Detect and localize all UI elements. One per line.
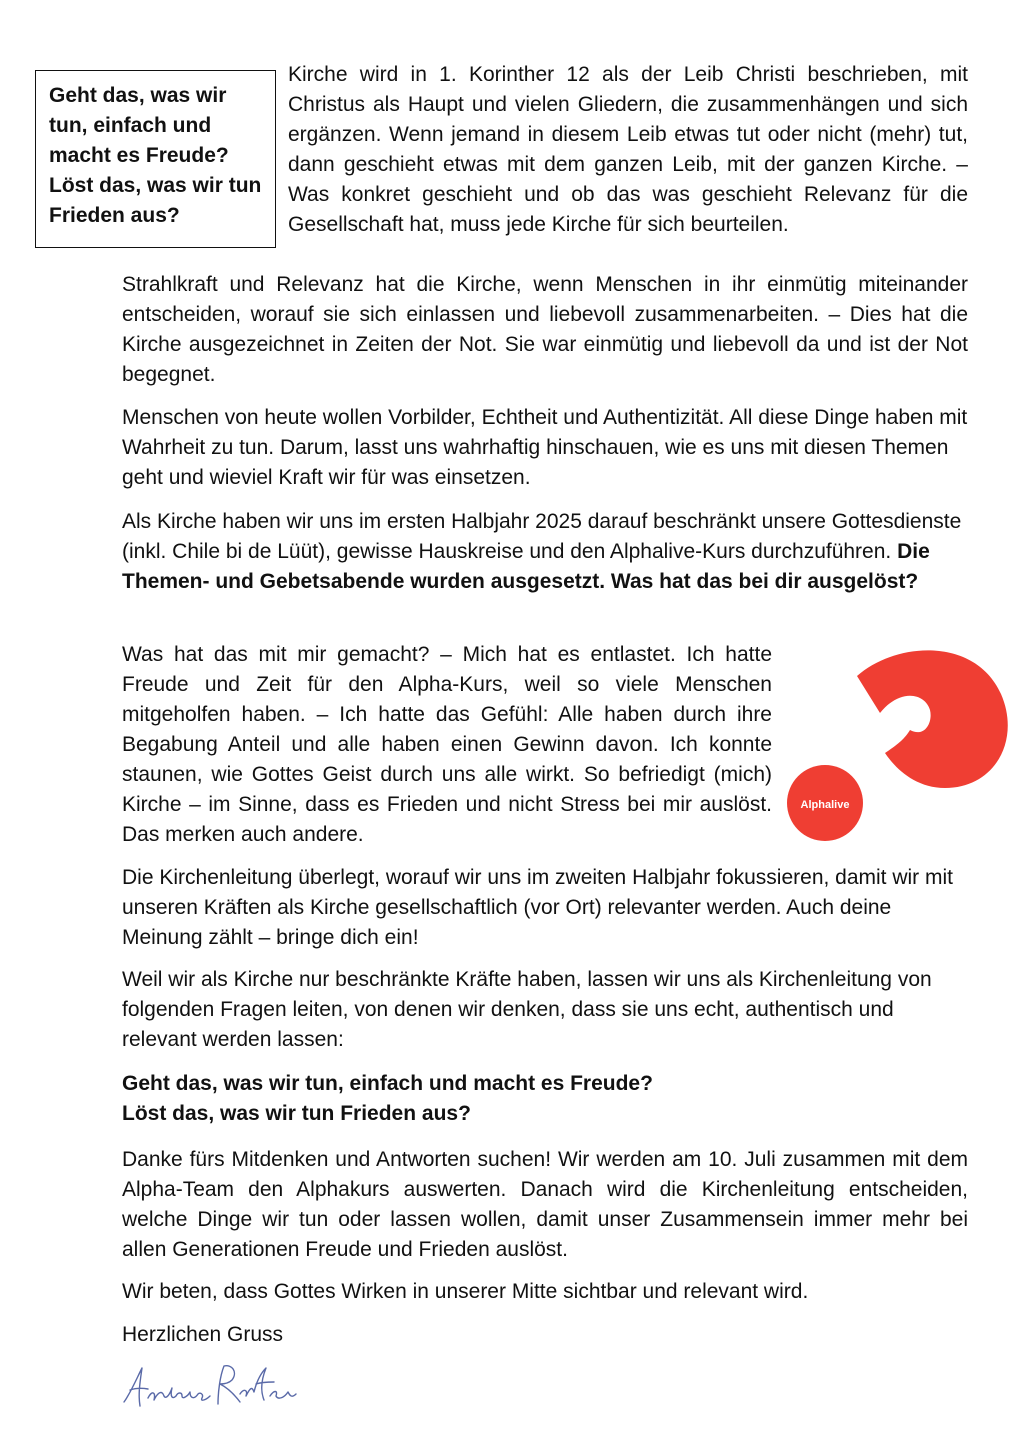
sidebar-quote-box xyxy=(35,70,276,248)
halbjahr-text: Als Kirche haben wir uns im ersten Halbjahr 2025 darauf beschränkt unsere Gottesdienste (inkl. Chile bi de Lüüt), gewisse Hauskreise und den Alphalive-Kurs durchzuführen. xyxy=(122,510,962,563)
question-two: Löst das, was wir tun Frieden aus? xyxy=(122,1102,471,1125)
closing-greeting: Herzlichen Gruss xyxy=(122,1323,284,1346)
paragraph-gemacht: Was hat das mit mir gemacht? – Mich hat es entlastet. Ich hatte Freude und Zeit für den Alpha-Kurs, weil so viele Menschen mitgeholfen haben. – Ich hatte das Gefühl: Alle haben durch ihre Begabung Anteil und alle haben einen Gewinn davon. Ich konnte staunen, wie Gottes Geist durch uns alle wirkt. So befriedigt (mich) Kirche – im Sinne, dass es Frieden und nicht Stress bei mir auslöst. Das merken auch andere. xyxy=(122,643,772,846)
paragraph-questions xyxy=(122,1069,968,1129)
logo-label: Alphalive xyxy=(800,799,850,811)
signature xyxy=(118,1358,298,1418)
sidebar-quote-text: Geht das, was wir tun, einfach und macht es Freude? Löst das, was wir tun Frieden aus? xyxy=(49,84,262,227)
signature-icon xyxy=(118,1358,298,1418)
paragraph-halbjahr xyxy=(122,507,968,597)
alphalive-logo xyxy=(785,638,1010,843)
halbjahr-bold-text: Die Themen- und Gebetsabende wurden ausgesetzt. Was hat das bei dir ausgelöst? xyxy=(122,540,930,593)
paragraph-intro: Kirche wird in 1. Korinther 12 als der Leib Christi beschrieben, mit Christus als Haupt und vielen Gliedern, die zusammenhängen und sich ergänzen. Wenn jemand in diesem Leib etwas tut oder nicht (mehr) tut, dann geschieht etwas mit dem ganzen Leib, mit der ganzen Kirche. – Was konkret geschieht und ob das was geschieht Relevanz für die Gesellschaft hat, muss jede Kirche für sich beurteilen. xyxy=(288,63,968,236)
paragraph-kirchenleitung: Die Kirchenleitung überlegt, worauf wir uns im zweiten Halbjahr fokussieren, damit wir mit unseren Kräften als Kirche gesellschaftlich (vor Ort) relevanter werden. Auch deine Meinung zählt – bringe dich ein! xyxy=(122,866,954,949)
logo-curve xyxy=(857,650,1008,788)
paragraph-beten: Wir beten, dass Gottes Wirken in unserer Mitte sichtbar und relevant wird. xyxy=(122,1280,809,1303)
paragraph-strahlkraft: Strahlkraft und Relevanz hat die Kirche, wenn Menschen in ihr einmütig miteinander entscheiden, worauf sie sich einlassen und liebevoll zusammenarbeiten. – Dies hat die Kirche ausgezeichnet in Zeiten der Not. Sie war einmütig und liebevoll da und ist der Not begegnet. xyxy=(122,273,968,386)
paragraph-kraefte: Weil wir als Kirche nur beschränkte Kräfte haben, lassen wir uns als Kirchenleitung von folgenden Fragen leiten, von denen wir denken, dass sie uns echt, authentisch und relevant werden lassen: xyxy=(122,968,932,1051)
paragraph-vorbilder: Menschen von heute wollen Vorbilder, Echtheit und Authentizität. All diese Dinge haben mit Wahrheit zu tun. Darum, lasst uns wahrhaftig hinschauen, wie es uns mit diesen Themen geht und wieviel Kraft wir für was einsetzen. xyxy=(122,406,968,489)
question-one: Geht das, was wir tun, einfach und macht es Freude? xyxy=(122,1072,653,1095)
paragraph-danke: Danke fürs Mitdenken und Antworten suchen! Wir werden am 10. Juli zusammen mit dem Alpha-Team den Alphakurs auswerten. Danach wird die Kirchenleitung entscheiden, welche Dinge wir tun oder lassen wollen, damit unser Zusammensein immer mehr bei allen Generationen Freude und Frieden auslöst. xyxy=(122,1148,968,1261)
question-mark-logo-icon xyxy=(785,638,1010,843)
